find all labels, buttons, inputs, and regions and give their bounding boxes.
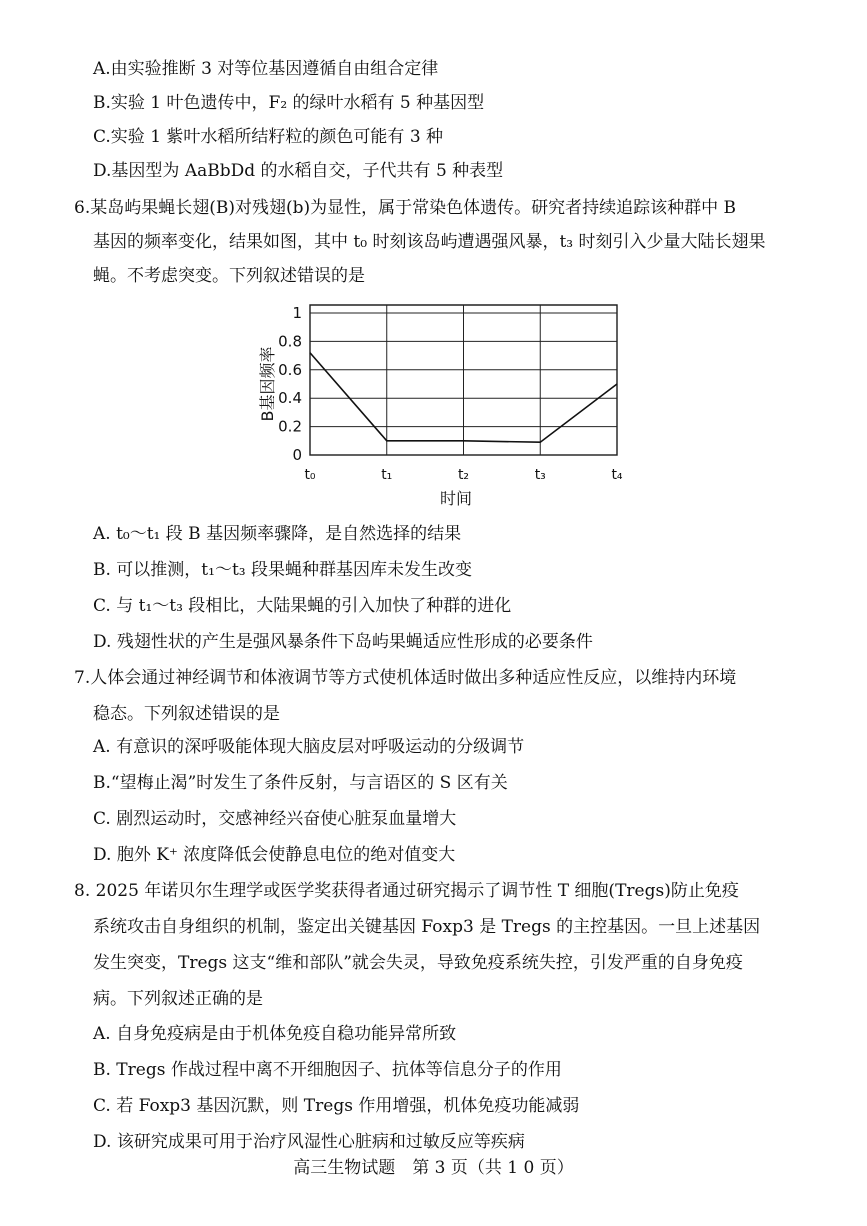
y-axis-label: B基因频率 [258,346,277,422]
q8-stem-line-3: 发生突变，Tregs 这支“维和部队”就会失灵，导致免疫系统失控，引发严重的自身免疫 [93,953,743,973]
y-tick-label: 1 [292,304,302,322]
y-axis-ticks [278,304,302,464]
q7-option-c: C. 剧烈运动时，交感神经兴奋使心脏泵血量增大 [93,809,457,829]
y-tick-label: 0.4 [278,389,302,408]
x-axis-ticks [304,467,622,483]
y-tick-label: 0.8 [278,332,302,351]
q8-option-a: A. 自身免疫病是由于机体免疫自稳功能异常所致 [93,1024,457,1044]
q8-option-c: C. 若 Foxp3 基因沉默，则 Tregs 作用增强，机体免疫功能减弱 [93,1096,580,1116]
q7-stem-line-2: 稳态。下列叙述错误的是 [93,704,280,724]
q8-stem-line-1: 8. 2025 年诺贝尔生理学或医学奖获得者通过研究揭示了调节性 T 细胞(Tregs)防止免疫 [74,881,739,901]
q6-option-d: D. 残翅性状的产生是强风暴条件下岛屿果蝇适应性形成的必要条件 [93,632,593,652]
page-footer: 高三生物试题 第 3 页（共 1 0 页） [293,1158,574,1178]
x-tick-label: t₂ [457,467,470,483]
x-axis-label: 时间 [439,489,473,508]
x-tick-label: t₃ [534,467,546,483]
q6-option-b: B. 可以推测，t₁～t₃ 段果蝇种群基因库未发生改变 [93,560,472,580]
q6-stem-line-1: 6.某岛屿果蝇长翅(B)对残翅(b)为显性，属于常染色体遗传。研究者持续追踪该种群中 B [74,198,737,218]
gene-frequency-chart [240,298,640,514]
q7-stem-line-1: 7.人体会通过神经调节和体液调节等方式使机体适时做出多种适应性反应，以维持内环境 [74,668,737,688]
q6-stem-line-3: 蝇。不考虑突变。下列叙述错误的是 [93,266,365,286]
q7-option-d: D. 胞外 K⁺ 浓度降低会使静息电位的绝对值变大 [93,845,456,865]
x-tick-label: t₄ [611,467,623,483]
chart-grid [310,305,617,455]
q6-option-c: C. 与 t₁～t₃ 段相比，大陆果蝇的引入加快了种群的进化 [93,596,512,616]
y-tick-label: 0.6 [278,360,302,379]
x-tick-label: t₁ [381,467,393,483]
y-tick-label: 0.2 [278,417,302,436]
q5-option-d: D.基因型为 AaBbDd 的水稻自交，子代共有 5 种表型 [93,161,504,181]
q5-option-a: A.由实验推断 3 对等位基因遵循自由组合定律 [93,59,439,79]
q5-option-c: C.实验 1 紫叶水稻所结籽粒的颜色可能有 3 种 [93,127,444,147]
q8-option-b: B. Tregs 作战过程中离不开细胞因子、抗体等信息分子的作用 [93,1060,562,1080]
q8-stem-line-4: 病。下列叙述正确的是 [93,989,263,1009]
q7-option-a: A. 有意识的深呼吸能体现大脑皮层对呼吸运动的分级调节 [93,737,525,757]
q6-stem-line-2: 基因的频率变化，结果如图，其中 t₀ 时刻该岛屿遭遇强风暴，t₃ 时刻引入少量大陆长翅果 [93,232,766,252]
x-tick-label: t₀ [304,467,316,483]
y-tick-label: 0 [292,446,302,464]
q5-option-b: B.实验 1 叶色遗传中，F₂ 的绿叶水稻有 5 种基因型 [93,93,485,113]
q6-option-a: A. t₀～t₁ 段 B 基因频率骤降，是自然选择的结果 [93,524,462,544]
q7-option-b: B.“望梅止渴”时发生了条件反射，与言语区的 S 区有关 [93,773,508,793]
q8-option-d: D. 该研究成果可用于治疗风湿性心脏病和过敏反应等疾病 [93,1132,525,1152]
q8-stem-line-2: 系统攻击自身组织的机制，鉴定出关键基因 Foxp3 是 Tregs 的主控基因。一旦上述基因 [93,917,761,937]
